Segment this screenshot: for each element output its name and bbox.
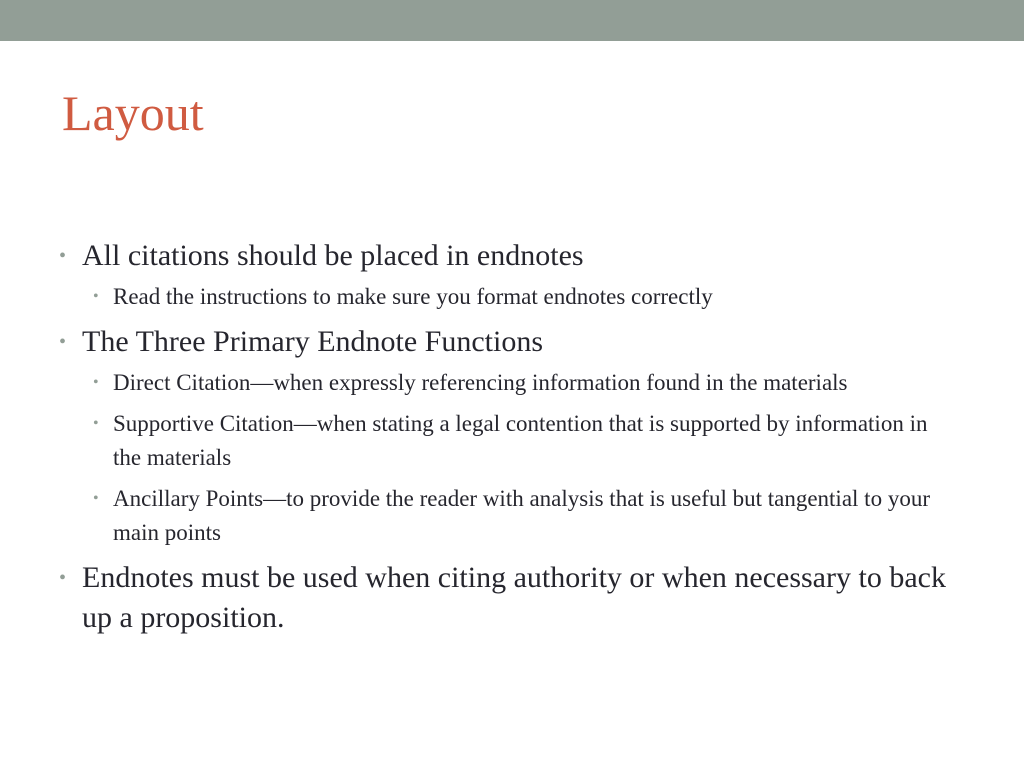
sub-bullet-dot: • xyxy=(93,374,99,391)
sub-bullet-dot: • xyxy=(93,415,99,432)
bullet-2-sub-3-text: Ancillary Points—to provide the reader with analysis that is useful but tangential to your main points xyxy=(113,486,930,545)
bullet-2-sub-2-text: Supportive Citation—when stating a legal contention that is supported by information in the materials xyxy=(113,411,928,470)
bullet-1 xyxy=(0,236,962,276)
bullet-2-sub-1-text: Direct Citation—when expressly referencing information found in the materials xyxy=(113,370,848,395)
slide-content xyxy=(0,236,1024,642)
bullet-2-sub-2 xyxy=(0,407,958,475)
bullet-1-text: All citations should be placed in endnotes xyxy=(82,239,584,272)
bullet-2-text: The Three Primary Endnote Functions xyxy=(82,325,544,358)
bullet-3 xyxy=(0,558,962,638)
bullet-2-sub-1 xyxy=(0,366,958,400)
bullet-2 xyxy=(0,322,962,362)
bullet-dot: • xyxy=(59,245,67,267)
bullet-2-sub-3 xyxy=(0,482,958,550)
bullet-dot: • xyxy=(59,331,67,353)
bullet-1-sub-1 xyxy=(0,280,958,314)
bullet-1-sub-1-text: Read the instructions to make sure you format endnotes correctly xyxy=(113,284,713,309)
sub-bullet-dot: • xyxy=(93,490,99,507)
top-band xyxy=(0,0,1024,41)
bullet-dot: • xyxy=(59,567,67,589)
bullet-3-text: Endnotes must be used when citing authority or when necessary to back up a proposition. xyxy=(82,561,946,634)
slide-title: Layout xyxy=(62,85,204,141)
sub-bullet-dot: • xyxy=(93,288,99,305)
